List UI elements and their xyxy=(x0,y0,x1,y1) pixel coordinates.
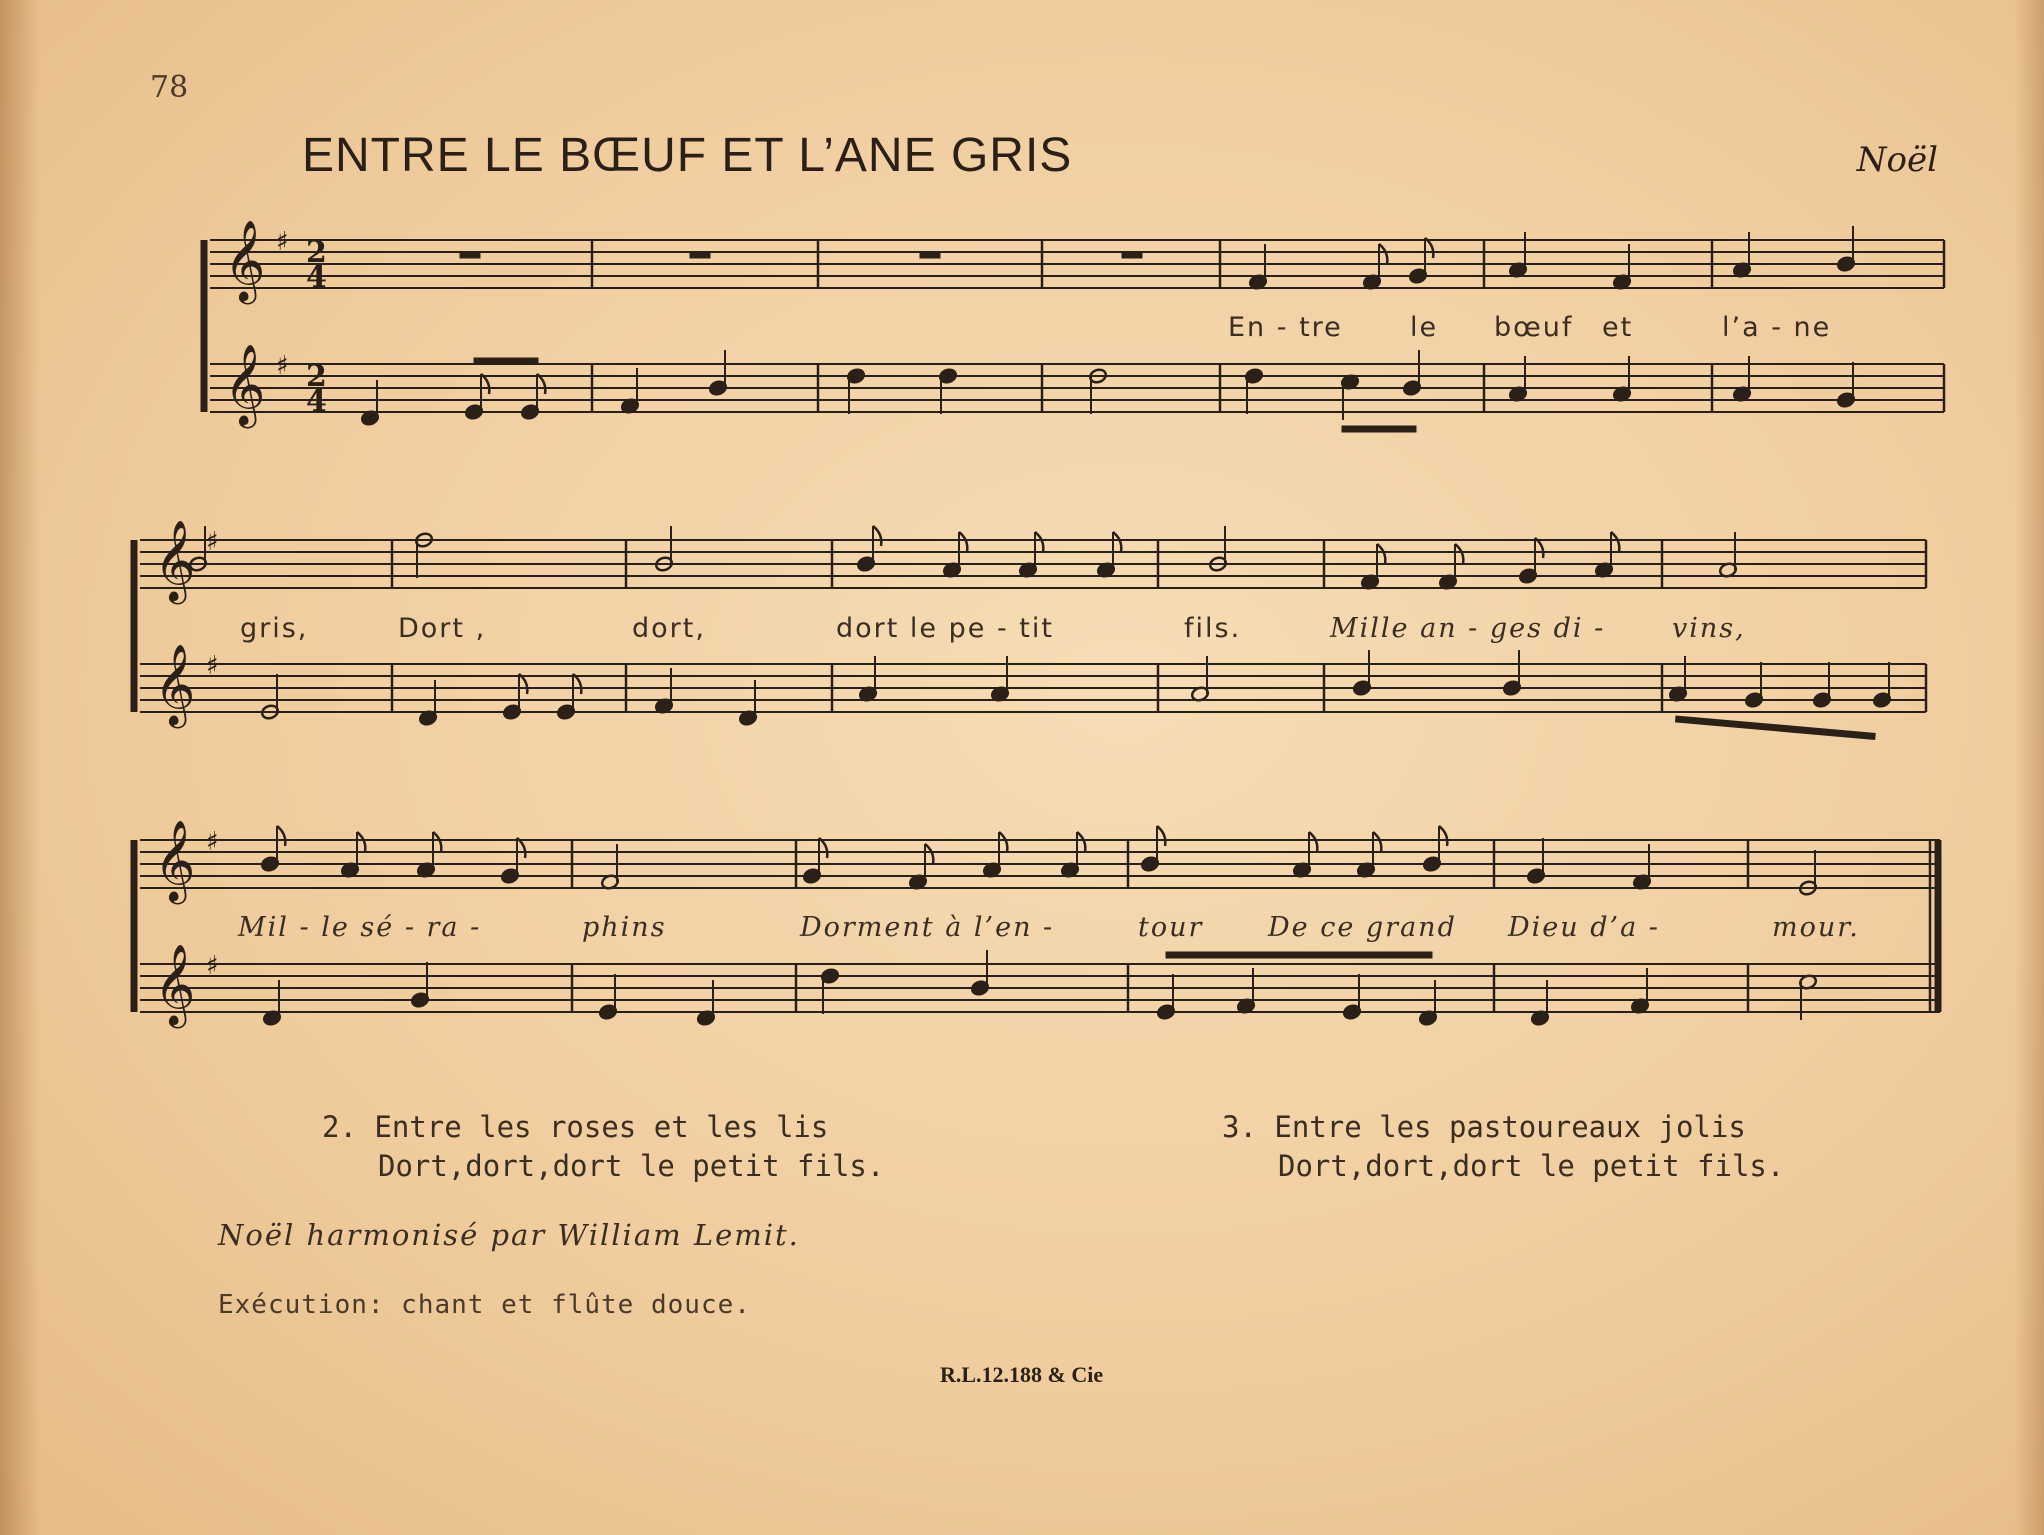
whole-rest xyxy=(920,252,940,258)
note-flag xyxy=(959,532,967,552)
page-number: 78 xyxy=(150,70,189,105)
note-flag xyxy=(277,826,285,846)
verse-3 xyxy=(1222,1108,1784,1186)
sharp-sign: ♯ xyxy=(206,951,219,981)
treble-clef: 𝄞 xyxy=(154,819,196,901)
lyric-s2-m6: Mille an - ges di - xyxy=(1330,613,1606,644)
lyric-s1-m6a: bœuf xyxy=(1494,312,1574,343)
treble-clef: 𝄞 xyxy=(154,943,196,1025)
time-signature-top: 2 xyxy=(306,359,327,394)
verse-2-line-1: 2. Entre les roses et les lis xyxy=(322,1110,829,1144)
publisher-imprint: R.L.12.188 & Cie xyxy=(940,1362,1104,1387)
note-flag xyxy=(1379,244,1387,264)
note-flag xyxy=(357,832,365,852)
note-flag xyxy=(1373,832,1381,852)
lyric-s1-m5a: En - tre xyxy=(1228,312,1343,343)
note-flag xyxy=(1611,532,1619,552)
lyric-s3-m4a: tour xyxy=(1138,912,1204,943)
lyric-s2-m4: dort le pe - tit xyxy=(836,613,1054,644)
note-beam xyxy=(1166,952,1432,958)
sharp-sign: ♯ xyxy=(206,651,219,681)
time-signature-top: 2 xyxy=(306,235,327,270)
note-flag xyxy=(1439,826,1447,846)
whole-rest xyxy=(1122,252,1142,258)
lyric-s3-m1: Mil - le sé - ra - xyxy=(238,912,482,943)
note-beam xyxy=(1675,716,1875,739)
note-flag xyxy=(999,832,1007,852)
note-flag xyxy=(925,844,933,864)
performance-note: Exécution: chant et flûte douce. xyxy=(218,1290,751,1320)
lyric-s2-m7: vins, xyxy=(1672,613,1746,644)
note-beam xyxy=(1342,426,1416,432)
treble-clef: 𝄞 xyxy=(154,519,196,601)
verse-2 xyxy=(322,1108,884,1186)
time-signature-bottom: 4 xyxy=(306,384,327,419)
note-flag xyxy=(433,832,441,852)
lyric-s2-m5: fils. xyxy=(1184,613,1242,644)
sharp-sign: ♯ xyxy=(206,527,219,557)
lyric-s2-m2: Dort , xyxy=(398,613,487,644)
note-beam xyxy=(474,358,538,364)
lyric-s3-m2: phins xyxy=(582,912,667,943)
verse-2-line-2: Dort,dort,dort le petit fils. xyxy=(378,1149,885,1183)
time-signature-bottom: 4 xyxy=(306,260,327,295)
treble-clef: 𝄞 xyxy=(224,219,266,301)
note-flag xyxy=(1113,532,1121,552)
note-flag xyxy=(1377,544,1385,564)
note-flag xyxy=(1455,544,1463,564)
note-flag xyxy=(1157,826,1165,846)
verse-3-line-2: Dort,dort,dort le petit fils. xyxy=(1278,1149,1785,1183)
note-flag xyxy=(1309,832,1317,852)
time-signatures xyxy=(306,235,327,419)
whole-rest xyxy=(460,252,480,258)
sharp-sign: ♯ xyxy=(276,351,289,381)
lyric-s1-m6b: et xyxy=(1602,312,1634,343)
lyric-s3-m5: Dieu d’a - xyxy=(1508,912,1660,943)
song-title: ENTRE LE BŒUF ET L’ANE GRIS xyxy=(302,129,1073,182)
song-genre: Noël xyxy=(1856,140,1938,180)
lyric-s1-m7a: l’a - ne xyxy=(1722,312,1832,343)
lyric-s3-m6: mour. xyxy=(1772,912,1860,943)
lyric-s2-m3: dort, xyxy=(632,613,706,644)
lyric-s2-m1: gris, xyxy=(240,613,309,644)
sharp-sign: ♯ xyxy=(276,227,289,257)
note-flag xyxy=(873,526,881,546)
sharp-sign: ♯ xyxy=(206,827,219,857)
lyric-s3-m4b: De ce grand xyxy=(1268,912,1457,943)
treble-clef: 𝄞 xyxy=(154,643,196,725)
arranger-credit: Noël harmonisé par William Lemit. xyxy=(218,1218,800,1252)
verse-3-line-1: 3. Entre les pastoureaux jolis xyxy=(1222,1110,1746,1144)
treble-clef: 𝄞 xyxy=(224,343,266,425)
note-flag xyxy=(1035,532,1043,552)
note-flag xyxy=(1077,832,1085,852)
lyric-s3-m3: Dorment à l’en - xyxy=(800,912,1055,943)
whole-rest xyxy=(690,252,710,258)
lyric-s1-m5b: le xyxy=(1410,312,1439,343)
